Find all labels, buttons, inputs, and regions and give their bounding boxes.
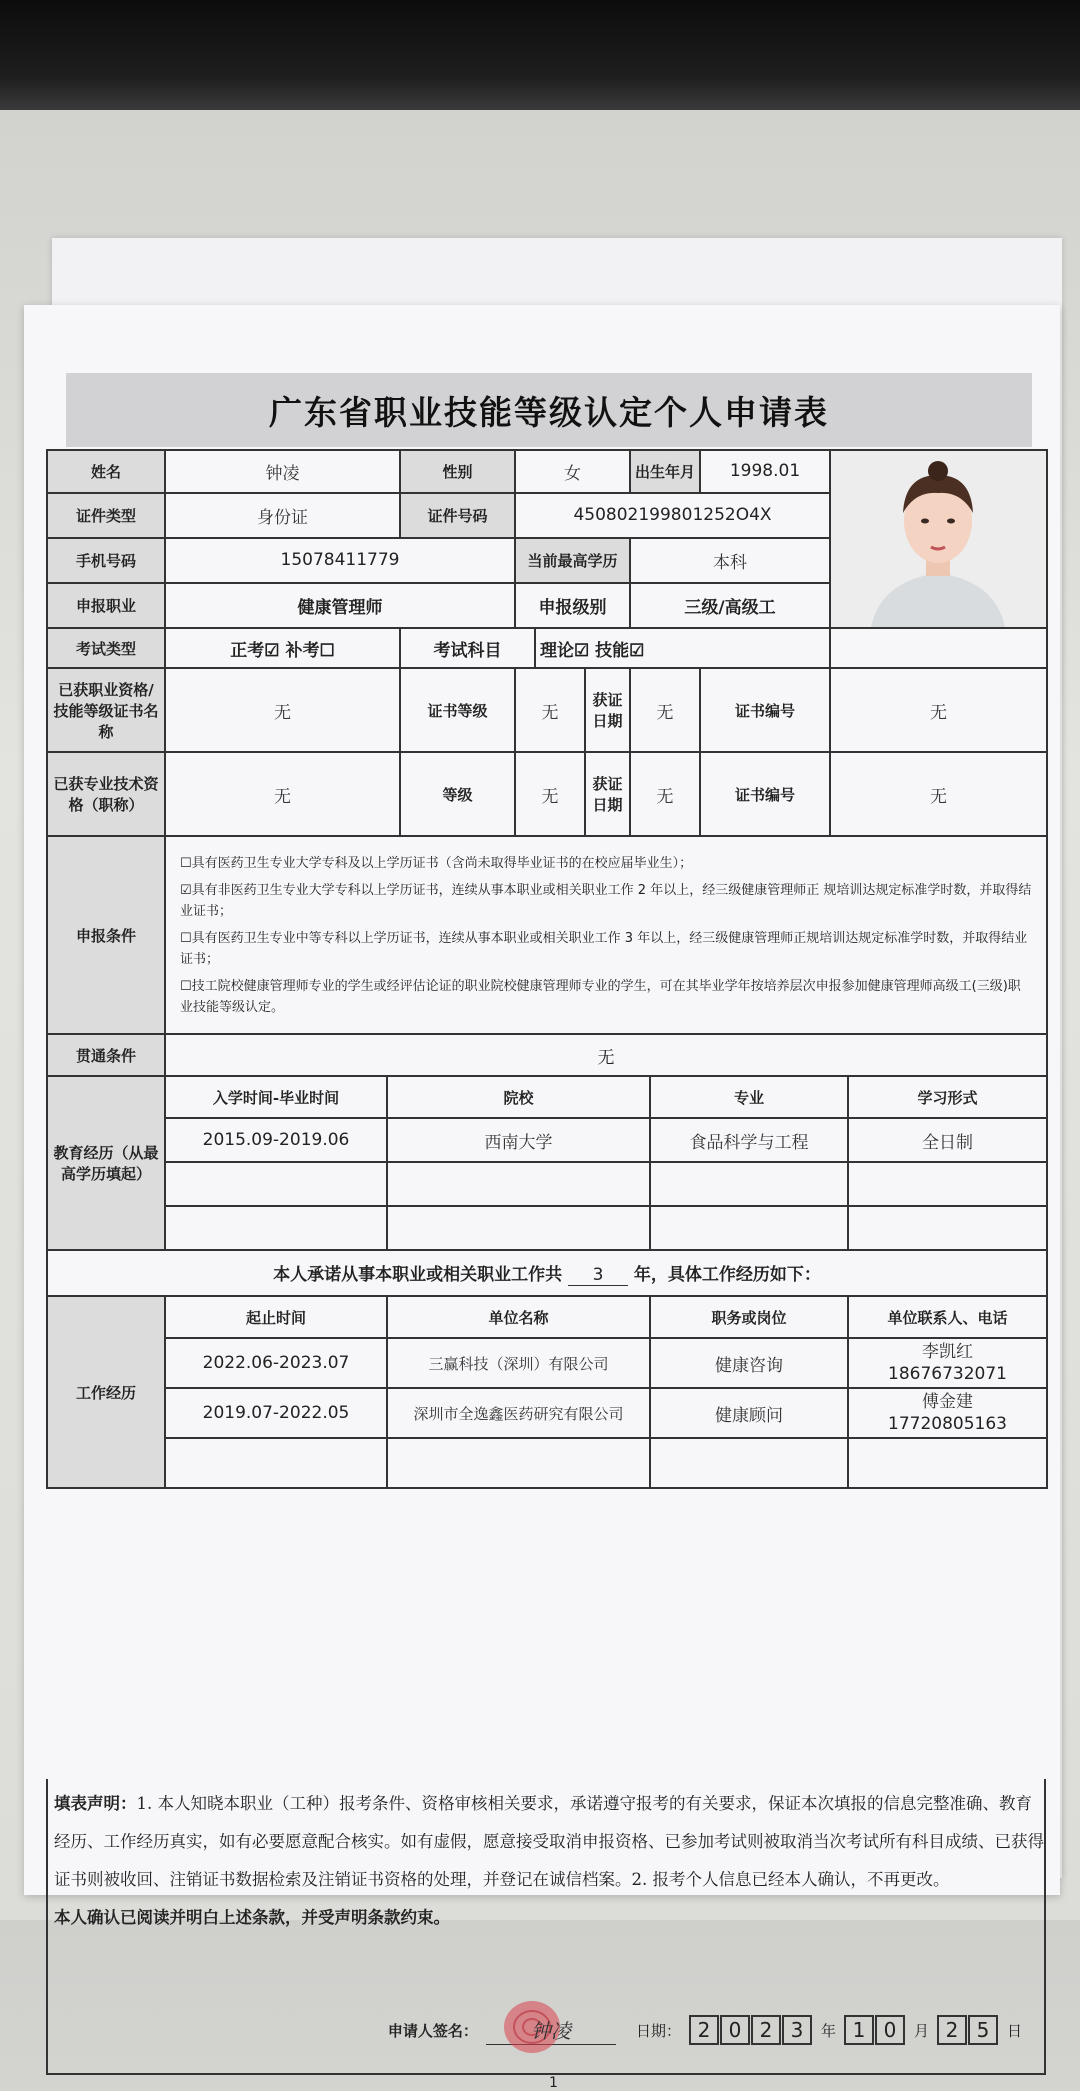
gender-value: 女: [515, 450, 630, 493]
cert2-level: 无: [515, 752, 585, 836]
row-exam: [47, 628, 1047, 668]
birth-value: 1998.01: [700, 450, 830, 493]
portrait-image: [831, 451, 1045, 627]
id-type-value: 身份证: [165, 493, 400, 538]
condition-item: ☐技工院校健康管理师专业的学生或经评估论证的职业院校健康管理师专业的学生，可在其毕业学年按培养层次申报参加健康管理师高级工(三级)职业技能等级认定。: [180, 978, 1021, 1015]
cert1-date-label: 获证日期: [585, 668, 630, 752]
contact-name: 李凯红: [922, 1342, 973, 1362]
cert2-no: 无: [830, 752, 1047, 836]
row-cert1: [47, 668, 1047, 752]
edu-school: 西南大学: [387, 1118, 650, 1162]
date-digit: 1: [844, 2015, 874, 2045]
conditions-list: [165, 836, 1047, 1034]
phone-value: 15078411779: [165, 538, 515, 583]
photo-bottom-cell: [830, 628, 1047, 668]
id-no-value: 450802199801252O4X: [515, 493, 830, 538]
declaration-text: 1. 本人知晓本职业（工种）报考条件、资格审核相关要求，承诺遵守报考的有关要求，保证本次填报的信息完整准确、教育经历、工作经历真实，如有必要愿意配合核实。如有虚假，愿意接受取消申报资格、已参加考试则被取消当次考试所有科目成绩、已获得证书则被收回、注销证书数据检索及注销证书资格的处理，并登记在诚信档案。2. 报考个人信息已经本人确认，不再更改。: [54, 1794, 1044, 1889]
name-value: 钟凌: [165, 450, 400, 493]
decl-border-bottom: [46, 2073, 1046, 2075]
decl-border-left: [46, 1779, 48, 2074]
id-type-label: 证件类型: [47, 493, 165, 538]
level-label: 申报级别: [515, 583, 630, 628]
conditions-label: 申报条件: [47, 836, 165, 1034]
work-position: 健康咨询: [650, 1338, 848, 1388]
subject-label: 考试科目: [400, 628, 535, 668]
date-year: [689, 2015, 813, 2045]
contact-name: 傅金建: [922, 1392, 973, 1412]
date-digit: 2: [937, 2015, 967, 2045]
date-digit: 0: [875, 2015, 905, 2045]
condition-item: ☑具有非医药卫生专业大学专科以上学历证书，连续从事本职业或相关职业工作 2 年以上，经三级健康管理师正 规培训达规定标准学时数，并取得结业证书；: [180, 882, 1032, 919]
work-header: 单位名称: [387, 1296, 650, 1338]
cert1-date: 无: [630, 668, 700, 752]
work-company: 三赢科技（深圳）有限公司: [387, 1338, 650, 1388]
level-value: 三级/高级工: [630, 583, 830, 628]
work-header: 起止时间: [165, 1296, 387, 1338]
work-label: 工作经历: [47, 1296, 165, 1488]
phone-label: 手机号码: [47, 538, 165, 583]
signature-row: [54, 2015, 1044, 2045]
date-label: 日期：: [635, 2021, 681, 2040]
edu-row-empty: [47, 1206, 1047, 1250]
applicant-photo: [830, 450, 1047, 628]
signature: 钟凌: [530, 2019, 571, 2043]
work-period: 2019.07-2022.05: [165, 1388, 387, 1438]
work-row-empty: [47, 1438, 1047, 1488]
through-label: 贯通条件: [47, 1034, 165, 1076]
application-form-sheet: [24, 305, 1060, 2091]
condition-item: ☐具有医药卫生专业大学专科及以上学历证书（含尚未取得毕业证书的在校应届毕业生）；: [180, 855, 693, 871]
cert2-level-label: 等级: [400, 752, 515, 836]
education-table: [46, 1075, 1048, 1297]
cert2-no-label: 证书编号: [700, 752, 830, 836]
work-position: 健康顾问: [650, 1388, 848, 1438]
commit-prefix: 本人承诺从事本职业或相关职业工作共: [273, 1265, 563, 1285]
work-company: 深圳市全逸鑫医药研究有限公司: [387, 1388, 650, 1438]
cert2-label: 已获专业技术资格（职称）: [47, 752, 165, 836]
work-row: [47, 1388, 1047, 1438]
form-table-area: [46, 449, 1046, 1779]
through-value: 无: [165, 1034, 1047, 1076]
date-day: [937, 2015, 999, 2045]
contact-phone: 18676732071: [888, 1364, 1007, 1384]
cert1-level: 无: [515, 668, 585, 752]
edu-history-label: 教育经历（从最高学历填起）: [47, 1076, 165, 1250]
edu-header: 专业: [650, 1076, 848, 1118]
row-name: [47, 450, 1047, 493]
edu-major: 食品科学与工程: [650, 1118, 848, 1162]
contact-phone: 17720805163: [888, 1414, 1007, 1434]
declaration-heading: 填表声明：: [54, 1794, 137, 1813]
form-title-bar: [66, 373, 1032, 447]
edu-header: 学习形式: [848, 1076, 1047, 1118]
cert1-name: 无: [165, 668, 400, 752]
cert1-label: 已获职业资格/技能等级证书名称: [47, 668, 165, 752]
month-unit: 月: [913, 2021, 929, 2040]
edu-period: 2015.09-2019.06: [165, 1118, 387, 1162]
condition-item: ☐具有医药卫生专业中等专科以上学历证书，连续从事本职业或相关职业工作 3 年以上，经三级健康管理师正规培训达规定标准学时数，并取得结业证书；: [180, 930, 1028, 967]
page-number: 1: [549, 2075, 558, 2091]
work-commitment: [47, 1250, 1047, 1296]
cert1-no: 无: [830, 668, 1047, 752]
work-period: 2022.06-2023.07: [165, 1338, 387, 1388]
gender-label: 性别: [400, 450, 515, 493]
cert1-no-label: 证书编号: [700, 668, 830, 752]
date-digit: 0: [720, 2015, 750, 2045]
form-title: 广东省职业技能等级认定个人申请表: [269, 392, 829, 432]
exam-type-label: 考试类型: [47, 628, 165, 668]
cert1-level-label: 证书等级: [400, 668, 515, 752]
row-cert2: [47, 752, 1047, 836]
date-digit: 2: [751, 2015, 781, 2045]
sign-label: 申请人签名：: [387, 2021, 478, 2040]
job-label: 申报职业: [47, 583, 165, 628]
date-digit: 5: [968, 2015, 998, 2045]
commit-suffix: 年，具体工作经历如下：: [633, 1265, 821, 1285]
work-header: 职务或岗位: [650, 1296, 848, 1338]
cert2-date: 无: [630, 752, 700, 836]
work-table: [46, 1295, 1048, 1489]
declaration-confirm: 本人确认已阅读并明白上述条款，并受声明条款约束。: [54, 1908, 450, 1927]
background-dark-edge: [0, 0, 1080, 110]
commit-row: [47, 1250, 1047, 1296]
id-no-label: 证件号码: [400, 493, 515, 538]
commit-years: 3: [568, 1265, 628, 1286]
subject-value: 理论☑ 技能☑: [535, 628, 830, 668]
date-digit: 2: [689, 2015, 719, 2045]
edu-header: 入学时间-毕业时间: [165, 1076, 387, 1118]
row-through: [47, 1034, 1047, 1076]
edu-row-empty: [47, 1162, 1047, 1206]
cert2-name: 无: [165, 752, 400, 836]
year-unit: 年: [820, 2021, 836, 2040]
exam-type-value: 正考☑ 补考☐: [165, 628, 400, 668]
work-header: 单位联系人、电话: [848, 1296, 1047, 1338]
edu-header: 院校: [387, 1076, 650, 1118]
edu-value: 本科: [630, 538, 830, 583]
edu-row: [47, 1118, 1047, 1162]
personal-info-table: [46, 449, 1048, 1077]
work-contact: [848, 1338, 1047, 1388]
work-row: [47, 1338, 1047, 1388]
date-digit: 3: [782, 2015, 812, 2045]
row-conditions: [47, 836, 1047, 1034]
cert2-date-label: 获证日期: [585, 752, 630, 836]
declaration: [54, 1785, 1044, 1937]
day-unit: 日: [1006, 2021, 1022, 2040]
birth-label: 出生年月: [630, 450, 700, 493]
edu-label: 当前最高学历: [515, 538, 630, 583]
signature-area: [486, 2015, 616, 2045]
edu-mode: 全日制: [848, 1118, 1047, 1162]
edu-header-row: [47, 1076, 1047, 1118]
job-value: 健康管理师: [165, 583, 515, 628]
name-label: 姓名: [47, 450, 165, 493]
date-month: [844, 2015, 906, 2045]
work-header-row: [47, 1296, 1047, 1338]
decl-border-right: [1044, 1779, 1046, 2074]
work-contact: [848, 1388, 1047, 1438]
